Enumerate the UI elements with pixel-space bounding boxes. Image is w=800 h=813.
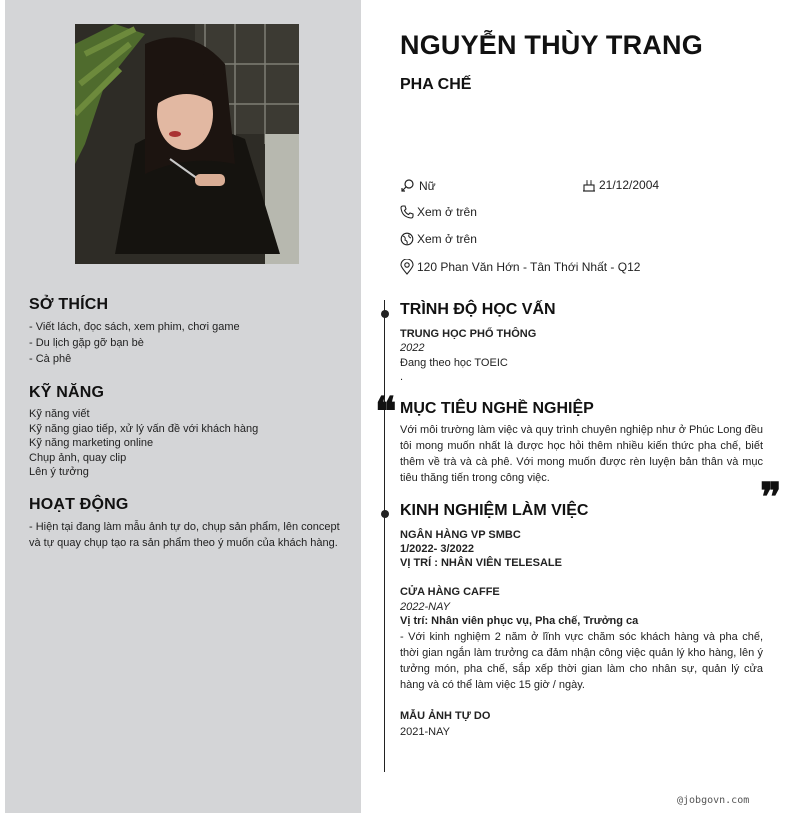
timeline-dot [381, 510, 389, 518]
skill-item: Kỹ năng marketing online [29, 437, 154, 450]
footer-watermark: @jobgovn.com [677, 795, 750, 806]
experience-title: KINH NGHIỆM LÀM VIỆC [400, 502, 589, 519]
job-period: 2021-NAY [400, 726, 450, 738]
phone-value: Xem ở trên [417, 205, 477, 219]
hobby-item: - Viết lách, đọc sách, xem phim, chơi game [29, 321, 240, 333]
cake-icon [582, 178, 596, 192]
hobbies-title: SỞ THÍCH [29, 296, 109, 313]
gender-icon [400, 178, 416, 194]
gender-row [400, 178, 436, 194]
job-position: Vị trí: Nhân viên phục vụ, Pha chế, Trưởng ca [400, 615, 639, 627]
phone-icon [400, 205, 414, 219]
timeline-dot [381, 310, 389, 318]
skills-section [29, 384, 359, 480]
objective-text: Với môi trường làm việc và quy trình chuyên nghiệp như ở Phúc Long đều tôi mong muốn nhất là được học hỏi thêm nhiều kiến thức pha chế, biết thêm về trà và cà phê. Với mong muốn được rèn luyện bản thân và mục tiêu thăng tiến trong công việc. [400, 424, 763, 484]
address-row [400, 259, 640, 275]
skill-item: Kỹ năng viết [29, 408, 90, 420]
activities-section [29, 496, 359, 551]
job-period: 1/2022- 3/2022 [400, 543, 475, 555]
education-extra: . [400, 371, 404, 383]
job-position: VỊ TRÍ : NHÂN VIÊN TELESALE [400, 557, 562, 569]
skill-item: Kỹ năng giao tiếp, xử lý vấn đề với khách hàng [29, 422, 259, 435]
candidate-name: NGUYỄN THÙY TRANG [400, 30, 703, 60]
skills-title: KỸ NĂNG [29, 384, 105, 401]
email-row [400, 232, 477, 246]
job-company: MẪU ẢNH TỰ DO [400, 710, 491, 722]
activities-text: - Hiện tại đang làm mẫu ảnh tự do, chụp sản phẩm, lên concept và tự quay chụp tạo ra sản phẩm theo ý muốn của khách hàng. [29, 521, 340, 549]
close-quote-icon: ❞ [760, 474, 782, 521]
globe-icon [400, 232, 414, 246]
job-company: CỬA HÀNG CAFFE [400, 586, 500, 598]
address-value: 120 Phan Văn Hớn - Tân Thới Nhất - Q12 [417, 260, 641, 274]
activities-title: HOẠT ĐỘNG [29, 496, 129, 513]
profile-photo [75, 24, 299, 264]
skill-item: Chụp ảnh, quay clip [29, 451, 127, 464]
education-school: TRUNG HỌC PHỔ THÔNG [400, 328, 537, 340]
objective-title: MỤC TIÊU NGHỀ NGHIỆP [400, 400, 594, 417]
candidate-role: PHA CHẾ [400, 76, 472, 93]
hobby-item: - Cà phê [29, 353, 72, 365]
education-title: TRÌNH ĐỘ HỌC VẤN [400, 301, 556, 318]
open-quote-icon: ❝ [375, 388, 397, 435]
hobbies-section [29, 296, 359, 367]
phone-row [400, 205, 477, 219]
location-icon [400, 259, 414, 275]
timeline-line [384, 300, 385, 772]
education-year: 2022 [400, 342, 425, 354]
birthday-value: 21/12/2004 [599, 178, 660, 192]
birthday-row [582, 178, 659, 192]
education-note: Đang theo học TOEIC [400, 357, 508, 369]
job-description: - Với kinh nghiệm 2 năm ở lĩnh vực chăm sóc khách hàng và pha chế, thời gian ngắn làm trưởng ca đảm nhận công việc quản lý kho hàng, lên ý tưởng món, pha chế, sắp xếp thời gian làm cho nhân sự, quản lý cửa hàng và có thể làm việc 15 giờ / ngày. [400, 631, 763, 691]
skill-item: Lên ý tưởng [29, 466, 89, 479]
gender-value: Nữ [419, 179, 436, 193]
job-period: 2022-NAY [400, 601, 450, 613]
email-value: Xem ở trên [417, 232, 477, 246]
hobby-item: - Du lịch gặp gỡ bạn bè [29, 337, 144, 349]
job-company: NGÂN HÀNG VP SMBC [400, 529, 521, 541]
